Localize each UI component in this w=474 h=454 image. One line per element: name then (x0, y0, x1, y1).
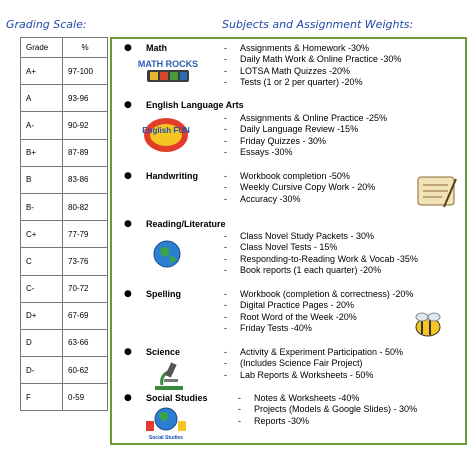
grade-cell: B (21, 166, 63, 193)
range-cell: 83-86 (63, 166, 108, 193)
grading-scale-table (20, 37, 108, 411)
list-item (224, 370, 403, 381)
list-item (224, 300, 413, 311)
dash-marker: - (238, 404, 241, 415)
assignment-text: Assignments & Homework -30% (240, 43, 370, 53)
subject-name: Reading/Literature (146, 219, 226, 229)
assignment-text: Root Word of the Week -20% (240, 311, 357, 322)
microscope-icon (152, 361, 186, 391)
logo-text: English FUN (142, 126, 190, 135)
assignment-text: Projects (Models & Google Slides) - 30% (254, 404, 418, 415)
subject-name: English Language Arts (146, 100, 244, 110)
assignment-text: Reports -30% (254, 415, 310, 426)
grade-cell: A+ (21, 58, 63, 85)
header-percent: % (63, 38, 108, 58)
dash-marker: - (224, 231, 227, 241)
dash-marker: - (224, 347, 227, 357)
assignment-text: (Includes Science Fair Project) (240, 358, 363, 369)
list-item (224, 136, 387, 147)
assignment-list (224, 231, 418, 277)
header-grade: Grade (21, 38, 63, 58)
grade-cell: B+ (21, 139, 63, 166)
range-cell: 63-66 (63, 329, 108, 356)
assignment-text: Weekly Cursive Copy Work - 20% (240, 182, 376, 193)
handwriting-scroll-icon (414, 173, 458, 211)
grade-cell: D+ (21, 302, 63, 329)
list-item (224, 124, 387, 135)
list-item (224, 265, 418, 276)
grading-scale-title: Grading Scale: (6, 18, 87, 31)
grade-cell: A (21, 85, 63, 112)
assignment-text: Lab Reports & Worksheets - 50% (240, 369, 374, 380)
table-row (21, 384, 108, 411)
list-item (224, 147, 387, 158)
table-row (21, 193, 108, 220)
assignment-text: Class Novel Tests - 15% (240, 242, 338, 253)
dash-marker: - (238, 415, 241, 426)
assignment-text: Book reports (1 each quarter) -20% (240, 265, 382, 276)
bullet: ● (124, 171, 132, 181)
table-header-row (21, 38, 108, 58)
range-cell: 87-89 (63, 139, 108, 166)
assignment-text: Responding-to-Reading Work & Vocab -35% (240, 253, 418, 264)
table-row (21, 166, 108, 193)
table-row (21, 248, 108, 275)
assignment-list (224, 113, 387, 159)
grade-cell: B- (21, 193, 63, 220)
list-item (224, 194, 375, 205)
assignment-text: Notes & Worksheets -40% (254, 393, 360, 403)
assignment-list (238, 393, 417, 427)
assignment-list (224, 347, 403, 381)
bullet: ● (124, 289, 132, 299)
assignment-text: Friday Quizzes - 30% (240, 135, 327, 146)
dash-marker: - (224, 242, 227, 253)
assignment-text: Digital Practice Pages - 20% (240, 300, 355, 311)
list-item (224, 113, 387, 124)
assignment-text: Daily Language Review -15% (240, 124, 359, 135)
range-cell: 80-82 (63, 193, 108, 220)
spelling-bee-icon (408, 311, 448, 339)
dash-marker: - (224, 147, 227, 158)
range-cell: 0-59 (63, 384, 108, 411)
assignment-text: Accuracy -30% (240, 193, 301, 204)
range-cell: 93-96 (63, 85, 108, 112)
subject-name: Science (146, 347, 181, 357)
subject-name: Spelling (146, 289, 182, 299)
list-item (224, 289, 413, 300)
dash-marker: - (224, 182, 227, 193)
list-item (224, 254, 418, 265)
range-cell: 60-62 (63, 357, 108, 384)
table-row (21, 58, 108, 85)
range-cell: 97-100 (63, 58, 108, 85)
dash-marker: - (224, 265, 227, 276)
list-item (224, 77, 401, 88)
list-item (238, 404, 417, 415)
range-cell: 77-79 (63, 221, 108, 248)
table-row (21, 139, 108, 166)
dash-marker: - (224, 171, 227, 181)
bullet: ● (124, 347, 132, 357)
list-item (224, 358, 403, 369)
dash-marker: - (224, 369, 227, 380)
assignment-text: Assignments & Online Practice -25% (240, 113, 388, 123)
dash-marker: - (224, 358, 227, 369)
list-item (224, 171, 375, 182)
logo-text: MATH ROCKS (137, 59, 199, 69)
grade-cell: C- (21, 275, 63, 302)
english-fun-icon (142, 115, 190, 153)
dash-marker: - (224, 113, 227, 123)
assignment-text: Activity & Experiment Participation - 50% (240, 347, 404, 357)
table-row (21, 112, 108, 139)
list-item (238, 393, 417, 404)
grade-cell: D (21, 329, 63, 356)
assignment-text: LOTSA Math Quizzes -20% (240, 65, 351, 76)
list-item (224, 182, 375, 193)
grade-cell: C (21, 248, 63, 275)
list-item (224, 231, 418, 242)
range-cell: 90-92 (63, 112, 108, 139)
subjects-box (110, 37, 467, 445)
table-row (21, 85, 108, 112)
grade-cell: C+ (21, 221, 63, 248)
bullet: ● (124, 43, 132, 53)
assignment-text: Essays -30% (240, 147, 293, 158)
list-item (224, 312, 413, 323)
dash-marker: - (224, 43, 227, 53)
list-item (224, 43, 401, 54)
dash-marker: - (224, 323, 227, 334)
dash-marker: - (224, 135, 227, 146)
assignment-text: Class Novel Study Packets - 30% (240, 231, 375, 241)
assignment-text: Workbook (completion & correctness) -20% (240, 289, 414, 299)
dash-marker: - (238, 393, 241, 403)
range-cell: 67-69 (63, 302, 108, 329)
assignment-text: Workbook completion -50% (240, 171, 350, 181)
math-rocks-icon (137, 57, 199, 83)
logo-text: Social Studies (148, 435, 184, 441)
bullet: ● (124, 100, 132, 110)
dash-marker: - (224, 77, 227, 88)
assignment-text: Daily Math Work & Online Practice -30% (240, 54, 402, 65)
subjects-title: Subjects and Assignment Weights: (222, 18, 414, 31)
subject-name: Social Studies (146, 393, 208, 403)
assignment-list (224, 171, 375, 205)
dash-marker: - (224, 193, 227, 204)
dash-marker: - (224, 124, 227, 135)
assignment-text: Friday Tests -40% (240, 323, 312, 334)
grade-cell: F (21, 384, 63, 411)
list-item (224, 66, 401, 77)
list-item (224, 242, 418, 253)
bullet: ● (124, 393, 132, 403)
table-row (21, 221, 108, 248)
subject-name: Math (146, 43, 167, 53)
dash-marker: - (224, 65, 227, 76)
dash-marker: - (224, 311, 227, 322)
assignment-list (224, 43, 401, 89)
range-cell: 70-72 (63, 275, 108, 302)
dash-marker: - (224, 300, 227, 311)
assignment-text: Tests (1 or 2 per quarter) -20% (240, 77, 363, 88)
list-item (238, 416, 417, 427)
list-item (224, 347, 403, 358)
table-row (21, 302, 108, 329)
bullet: ● (124, 219, 132, 229)
grade-cell: A- (21, 112, 63, 139)
table-row (21, 329, 108, 356)
grade-cell: D- (21, 357, 63, 384)
subject-name: Handwriting (146, 171, 198, 181)
reading-globe-icon (152, 239, 182, 269)
dash-marker: - (224, 54, 227, 65)
dash-marker: - (224, 253, 227, 264)
list-item (224, 54, 401, 65)
assignment-list (224, 289, 413, 335)
dash-marker: - (224, 289, 227, 299)
table-row (21, 275, 108, 302)
list-item (224, 323, 413, 334)
social-studies-globe-icon (144, 405, 188, 441)
range-cell: 73-76 (63, 248, 108, 275)
table-row (21, 357, 108, 384)
